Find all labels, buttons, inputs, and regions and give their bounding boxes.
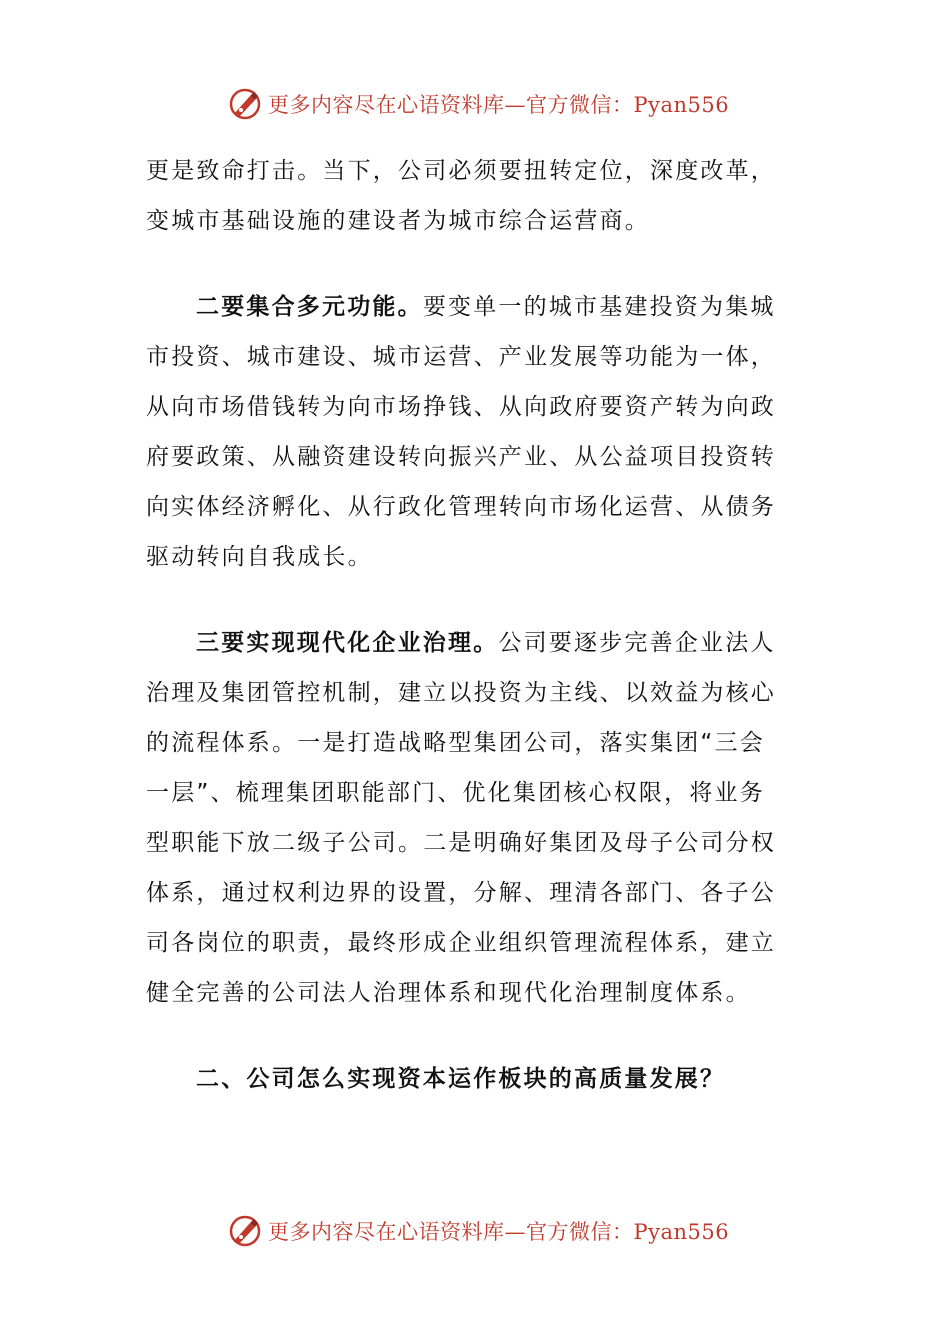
paragraph-text: 公司要逐步完善企业法人治理及集团管控机制，建立以投资为主线、以效益为核心的流程体系。一是打造战略型集团公司，落实集团“三会一层”、梳理集团职能部门、优化集团核心权限，将业务型职能下放二级子公司。二是明确好集团及母子公司分权体系，通过权利边界的设置，分解、理清各部门、各子公司各岗位的职责，最终形成企业组织管理流程体系，建立健全完善的公司法人治理体系和现代化治理制度体系。	[146, 630, 776, 1006]
paragraph-governance	[146, 618, 786, 1018]
footer-banner	[228, 1211, 729, 1251]
paragraph-lead: 三要实现现代化企业治理。	[196, 630, 499, 656]
paragraph-multi-functions	[146, 282, 786, 582]
paragraph-lead: 二要集合多元功能。	[196, 294, 423, 320]
pen-nib-circle-icon	[228, 1214, 262, 1248]
header-banner	[228, 84, 729, 124]
banner-text: 更多内容尽在心语资料库—官方微信：Pyan556	[268, 93, 730, 117]
paragraph-continuation: 更是致命打击。当下，公司必须要扭转定位，深度改革，变城市基础设施的建设者为城市综合运营商。	[146, 158, 776, 234]
document-body	[146, 146, 786, 1104]
section-heading: 二、公司怎么实现资本运作板块的高质量发展？	[196, 1066, 726, 1092]
banner-text: 更多内容尽在心语资料库—官方微信：Pyan556	[268, 1220, 730, 1244]
paragraph-text: 要变单一的城市基建投资为集城市投资、城市建设、城市运营、产业发展等功能为一体，从向市场借钱转为向市场挣钱、从向政府要资产转为向政府要政策、从融资建设转向振兴产业、从公益项目投资转向实体经济孵化、从行政化管理转向市场化运营、从债务驱动转向自我成长。	[146, 294, 776, 570]
pen-nib-circle-icon	[228, 87, 262, 121]
